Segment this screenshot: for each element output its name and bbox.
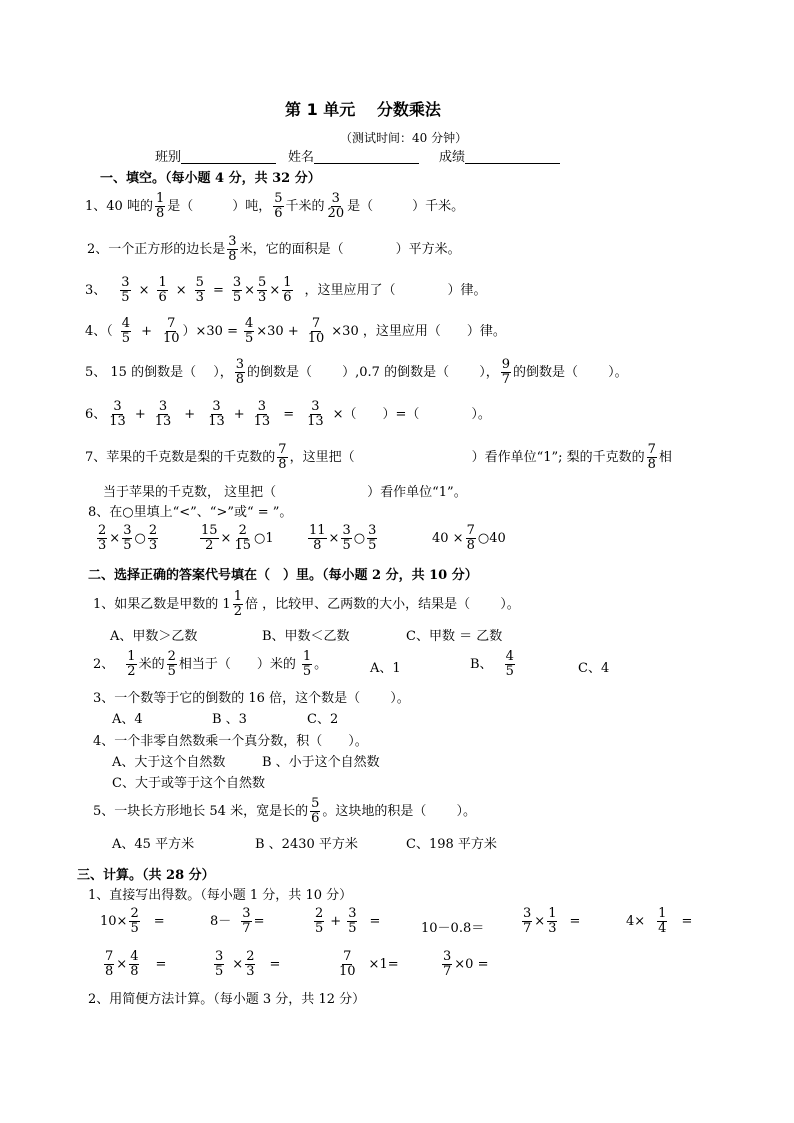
- equals: =: [253, 913, 265, 929]
- times: ×: [175, 282, 187, 298]
- denominator: 3: [195, 289, 204, 305]
- denominator: 2: [127, 663, 136, 679]
- plus: +: [233, 406, 245, 422]
- option-2-5-c[interactable]: C、198 平方米: [406, 837, 497, 852]
- numerator: 1: [302, 649, 312, 664]
- text: ，这里应用了（ ）律。: [304, 282, 487, 298]
- text: ，这里把（ ）看作单位“1”; 梨的千克数的: [289, 449, 645, 465]
- question-2-2: [93, 650, 327, 678]
- option-2-4-b[interactable]: B 、小于这个自然数: [262, 755, 380, 770]
- fraction: [306, 400, 325, 428]
- denominator: 7: [443, 963, 452, 979]
- times: ×: [109, 530, 121, 546]
- numerator: 3: [228, 234, 237, 249]
- text: ×0 =: [454, 956, 489, 972]
- text: ×30 +: [256, 323, 299, 339]
- question-1-8: 8、在○里填上“<”、“>”或“ = ”。: [88, 505, 293, 520]
- numerator: 7: [647, 442, 656, 457]
- option-2-3-a[interactable]: A、4: [112, 712, 143, 727]
- times: ×: [220, 530, 232, 546]
- option-2-2-b[interactable]: [470, 650, 517, 678]
- calc-5: [520, 907, 580, 935]
- denominator: 5: [121, 289, 130, 305]
- test-time: （测试时间：40 分钟）: [340, 131, 468, 145]
- denominator: 8: [105, 963, 114, 979]
- calc-4: 10－0.8＝: [421, 921, 485, 936]
- numerator: 7: [343, 949, 352, 964]
- question-1-6: [85, 400, 491, 428]
- denominator: 5: [232, 289, 242, 305]
- plus: +: [330, 913, 342, 929]
- denominator: 8: [466, 537, 475, 553]
- fraction: [310, 797, 320, 825]
- text: 2、一个正方形的边长是: [87, 241, 226, 257]
- denominator: 5: [215, 963, 224, 979]
- times: ×: [116, 956, 128, 972]
- numerator: 1: [127, 649, 136, 664]
- calc-8: [212, 950, 280, 978]
- text: 是（ ）千米。: [347, 198, 465, 214]
- fraction: [302, 650, 312, 678]
- numerator: 3: [443, 949, 452, 964]
- option-2-2-c[interactable]: C、4: [578, 661, 610, 676]
- numerator: 3: [212, 399, 221, 414]
- numerator: 3: [348, 906, 357, 921]
- text: ）×30 =: [182, 323, 238, 339]
- question-1-3: [85, 276, 487, 304]
- denominator: 5: [244, 330, 254, 346]
- fraction: [126, 650, 136, 678]
- fraction: [442, 950, 452, 978]
- numerator: 2: [98, 523, 107, 538]
- denominator: 8: [235, 371, 244, 387]
- text: 7、苹果的千克数是梨的千克数的: [85, 449, 276, 465]
- fraction: [307, 317, 326, 345]
- text: 3、: [85, 282, 107, 298]
- denominator: 13: [109, 413, 126, 429]
- compare-item-2: [198, 524, 274, 552]
- denominator: 5: [342, 537, 351, 553]
- fraction: [207, 400, 226, 428]
- section1-heading: 一、填空。（每小题 4 分，共 32 分）: [100, 171, 321, 186]
- denominator: 2: [205, 537, 214, 553]
- text: 。这块地的积是（ ）。: [322, 803, 476, 819]
- denominator: 8: [130, 963, 139, 979]
- text: 倍 ，比较甲、乙两数的大小，结果是（ ）。: [244, 596, 520, 612]
- question-1-7-line2: 当于苹果的千克数， 这里把（ ）看作单位“1”。: [103, 485, 467, 500]
- compare-item-1: [95, 524, 160, 552]
- numerator: 1: [155, 191, 165, 206]
- fraction: [341, 524, 351, 552]
- option-2-3-c[interactable]: C、2: [307, 712, 339, 727]
- times: ×: [534, 913, 546, 929]
- equals: =: [155, 956, 167, 972]
- fraction: [327, 192, 346, 220]
- denominator: 6: [311, 810, 320, 826]
- denominator: 5: [348, 920, 357, 936]
- option-2-5-b[interactable]: B 、2430 平方米: [255, 837, 358, 852]
- question-2-5: [93, 797, 476, 825]
- text: ×30 ，这里应用（ ）律。: [331, 323, 506, 339]
- section2-heading: 二、选择正确的答案代号填在（ ）里。（每小题 2 分，共 10 分）: [88, 568, 478, 583]
- class-label: 班别: [155, 150, 182, 165]
- denominator: 5: [302, 663, 312, 679]
- text: 千米的: [285, 198, 325, 214]
- question-2-1: [93, 590, 520, 618]
- numerator: 11: [309, 523, 326, 538]
- score-label: 成绩: [439, 150, 466, 165]
- fraction: [647, 443, 657, 471]
- text: 1、40 吨的: [85, 198, 153, 214]
- text: 相当于（ ）米的: [178, 656, 296, 672]
- fraction: [277, 443, 287, 471]
- fraction: [466, 524, 476, 552]
- text: 40 ×: [432, 530, 464, 546]
- denominator: 6: [274, 205, 283, 221]
- numerator: 2: [238, 523, 247, 538]
- compare-circle[interactable]: ○: [134, 530, 146, 546]
- fraction: [244, 317, 254, 345]
- denominator: 4: [658, 920, 667, 936]
- calc-2: [210, 907, 264, 935]
- fraction: [129, 907, 139, 935]
- calc-6: [626, 907, 692, 935]
- fraction: [367, 524, 377, 552]
- numerator: 4: [244, 316, 254, 331]
- calc-9: [336, 950, 399, 978]
- denominator: 13: [208, 413, 225, 429]
- fraction: [273, 192, 283, 220]
- fraction: [121, 317, 131, 345]
- question-1-7: [85, 443, 672, 471]
- numerator: 3: [113, 399, 122, 414]
- text: 5、一块长方形地长 54 米，宽是长的: [93, 803, 309, 819]
- fraction: [257, 276, 267, 304]
- class-blank[interactable]: [181, 151, 276, 164]
- denominator: 13: [253, 413, 271, 429]
- text: 6、: [85, 406, 107, 422]
- text: 4×: [626, 913, 646, 929]
- denominator: 13: [307, 413, 324, 429]
- equals: =: [212, 282, 224, 298]
- denominator: 15: [234, 537, 251, 553]
- option-2-1-a[interactable]: A、甲数＞乙数: [110, 629, 198, 644]
- fraction: [214, 950, 224, 978]
- fraction: [241, 907, 251, 935]
- compare-circle[interactable]: ○40: [477, 530, 506, 546]
- text: 是（ ）吨，: [167, 198, 272, 214]
- fraction: [129, 950, 139, 978]
- numerator: 7: [311, 316, 321, 331]
- compare-circle[interactable]: ○: [353, 530, 366, 546]
- denominator: 5: [121, 330, 131, 346]
- denominator: 8: [155, 205, 165, 221]
- name-blank[interactable]: [314, 151, 419, 164]
- fraction: [308, 524, 327, 552]
- question-1-2: [87, 235, 461, 263]
- numerator: 9: [501, 357, 510, 372]
- fraction: [108, 400, 127, 428]
- calc-7: [102, 950, 166, 978]
- numerator: 2: [315, 906, 324, 921]
- times: ×: [269, 282, 281, 298]
- option-2-2-a[interactable]: A、1: [370, 661, 401, 676]
- fraction: [154, 400, 173, 428]
- equals: =: [153, 913, 165, 929]
- text: 1、如果乙数是甲数的 1: [93, 596, 231, 612]
- fraction: [253, 400, 272, 428]
- subsection-3-2: 2、用简便方法计算。（每小题 3 分，共 12 分）: [88, 992, 366, 1007]
- numerator: 7: [278, 442, 287, 457]
- subsection-3-1: 1、直接写出得数。（每小题 1 分，共 10 分）: [88, 888, 353, 903]
- numerator: 1: [233, 589, 242, 604]
- numerator: 1: [283, 275, 292, 290]
- numerator: 2: [148, 523, 158, 538]
- compare-item-4: [432, 524, 506, 552]
- option-2-5-a[interactable]: A、45 平方米: [112, 837, 195, 852]
- fraction: [97, 524, 107, 552]
- question-2-4: 4、一个非零自然数乘一个真分数，积（ ）。: [93, 734, 368, 749]
- denominator: 7: [523, 920, 532, 936]
- text: 的倒数是（ ）,0.7 的倒数是（ ），: [247, 364, 499, 380]
- question-1-1: [85, 192, 464, 220]
- text: 米的: [138, 656, 165, 672]
- denominator: 8: [228, 248, 237, 264]
- plus: +: [184, 406, 196, 422]
- numerator: 5: [195, 275, 204, 290]
- equals: =: [369, 913, 381, 929]
- denominator: 8: [313, 537, 322, 553]
- numerator: 15: [201, 523, 218, 538]
- plus: +: [134, 406, 146, 422]
- numerator: 3: [215, 949, 224, 964]
- fraction: [233, 590, 243, 618]
- text: 米，它的面积是（ ）平方米。: [239, 241, 461, 257]
- option-2-3-b[interactable]: B 、3: [212, 712, 247, 727]
- equals: =: [283, 406, 295, 422]
- numerator: 3: [311, 399, 320, 414]
- numerator: 1: [548, 906, 557, 921]
- denominator: 10: [307, 330, 325, 346]
- fraction: [195, 276, 205, 304]
- fraction: [282, 276, 292, 304]
- text: ×1=: [368, 956, 399, 972]
- compare-item-3: [306, 524, 379, 552]
- numerator: 4: [130, 949, 139, 964]
- numerator: 3: [232, 275, 242, 290]
- numerator: 5: [258, 275, 267, 290]
- option-2-4-a[interactable]: A、大于这个自然数: [112, 755, 226, 770]
- denominator: 7: [501, 371, 510, 387]
- text: 10×: [100, 913, 128, 929]
- option-2-1-b[interactable]: B、甲数＜乙数: [262, 629, 350, 644]
- fraction: [167, 650, 177, 678]
- text: 的倒数是（ ）。: [513, 364, 628, 380]
- fraction: [501, 358, 511, 386]
- page-title: 第 1 单元 分数乘法: [285, 100, 441, 119]
- denominator: 3: [98, 537, 107, 553]
- text: B、: [470, 656, 493, 672]
- numerator: 1: [158, 275, 167, 290]
- question-1-4: [85, 317, 506, 345]
- numerator: 7: [167, 316, 176, 331]
- text: 5、 15 的倒数是（ ），: [85, 364, 233, 380]
- fraction: [314, 907, 324, 935]
- fraction: [148, 524, 158, 552]
- text: 2、: [93, 656, 115, 672]
- denominator: 13: [154, 413, 172, 429]
- denominator: 10: [339, 963, 356, 979]
- fraction: [233, 524, 252, 552]
- numerator: 5: [311, 796, 320, 811]
- numerator: 3: [235, 357, 244, 372]
- equals: =: [569, 913, 581, 929]
- denominator: 5: [167, 663, 176, 679]
- denominator: 5: [315, 920, 324, 936]
- numerator: 3: [257, 399, 267, 414]
- text: 相: [658, 449, 672, 465]
- numerator: 2: [246, 949, 255, 964]
- numerator: 7: [466, 523, 475, 538]
- numerator: 2: [130, 906, 139, 921]
- fraction: [104, 950, 114, 978]
- denominator: 2: [233, 603, 242, 619]
- text: 。: [314, 656, 328, 672]
- numerator: 3: [523, 906, 532, 921]
- score-blank[interactable]: [465, 151, 560, 164]
- fraction: [547, 907, 557, 935]
- fraction: [157, 276, 167, 304]
- fraction: [122, 524, 132, 552]
- question-2-3: 3、一个数等于它的倒数的 16 倍，这个数是（ ）。: [93, 691, 410, 706]
- equals: =: [269, 956, 281, 972]
- question-1-5: [85, 358, 628, 386]
- info-line: [155, 151, 560, 164]
- denominator: 10: [162, 330, 180, 346]
- denominator: 5: [505, 663, 514, 679]
- text: 4、（: [85, 323, 113, 339]
- denominator: 20: [327, 205, 345, 221]
- fraction: [162, 317, 181, 345]
- text: 8－: [210, 913, 232, 929]
- times: ×: [138, 282, 150, 298]
- denominator: 5: [130, 920, 139, 936]
- denominator: 5: [123, 537, 132, 553]
- calc-10: [440, 950, 488, 978]
- fraction: [200, 524, 219, 552]
- denominator: 7: [242, 920, 251, 936]
- numerator: 5: [274, 191, 283, 206]
- numerator: 3: [121, 275, 130, 290]
- fraction: [227, 235, 237, 263]
- fraction: [522, 907, 532, 935]
- numerator: 7: [105, 949, 114, 964]
- numerator: 3: [331, 191, 340, 206]
- numerator: 3: [123, 523, 132, 538]
- fraction: [347, 907, 357, 935]
- denominator: 3: [246, 963, 255, 979]
- numerator: 3: [242, 906, 251, 921]
- denominator: 6: [158, 289, 167, 305]
- option-2-4-c[interactable]: C、大于或等于这个自然数: [112, 776, 265, 791]
- times: ×: [244, 282, 256, 298]
- denominator: 6: [283, 289, 292, 305]
- section3-heading: 三、计算。（共 28 分）: [77, 868, 215, 883]
- plus: +: [141, 323, 152, 339]
- numerator: 4: [505, 649, 514, 664]
- denominator: 3: [148, 537, 158, 553]
- text: ×（ ）=（ ）。: [332, 406, 491, 422]
- numerator: 3: [368, 523, 377, 538]
- calc-1: [100, 907, 165, 935]
- fraction: [155, 192, 165, 220]
- numerator: 2: [167, 649, 176, 664]
- denominator: 3: [258, 289, 267, 305]
- times: ×: [328, 530, 340, 546]
- denominator: 8: [278, 456, 287, 472]
- fraction: [505, 650, 515, 678]
- denominator: 5: [368, 537, 377, 553]
- fraction: [657, 907, 667, 935]
- equals: =: [681, 913, 693, 929]
- denominator: 8: [647, 456, 656, 472]
- fraction: [338, 950, 357, 978]
- fraction: [120, 276, 130, 304]
- numerator: 3: [342, 523, 351, 538]
- fraction: [232, 276, 242, 304]
- name-label: 姓名: [288, 150, 315, 165]
- numerator: 3: [158, 399, 168, 414]
- calc-3: [312, 907, 380, 935]
- compare-circle[interactable]: ○1: [254, 530, 274, 546]
- option-2-1-c[interactable]: C、甲数 ＝ 乙数: [406, 629, 503, 644]
- fraction: [245, 950, 255, 978]
- denominator: 3: [548, 920, 557, 936]
- numerator: 1: [658, 906, 667, 921]
- fraction: [235, 358, 245, 386]
- numerator: 4: [121, 316, 131, 331]
- times: ×: [232, 956, 244, 972]
